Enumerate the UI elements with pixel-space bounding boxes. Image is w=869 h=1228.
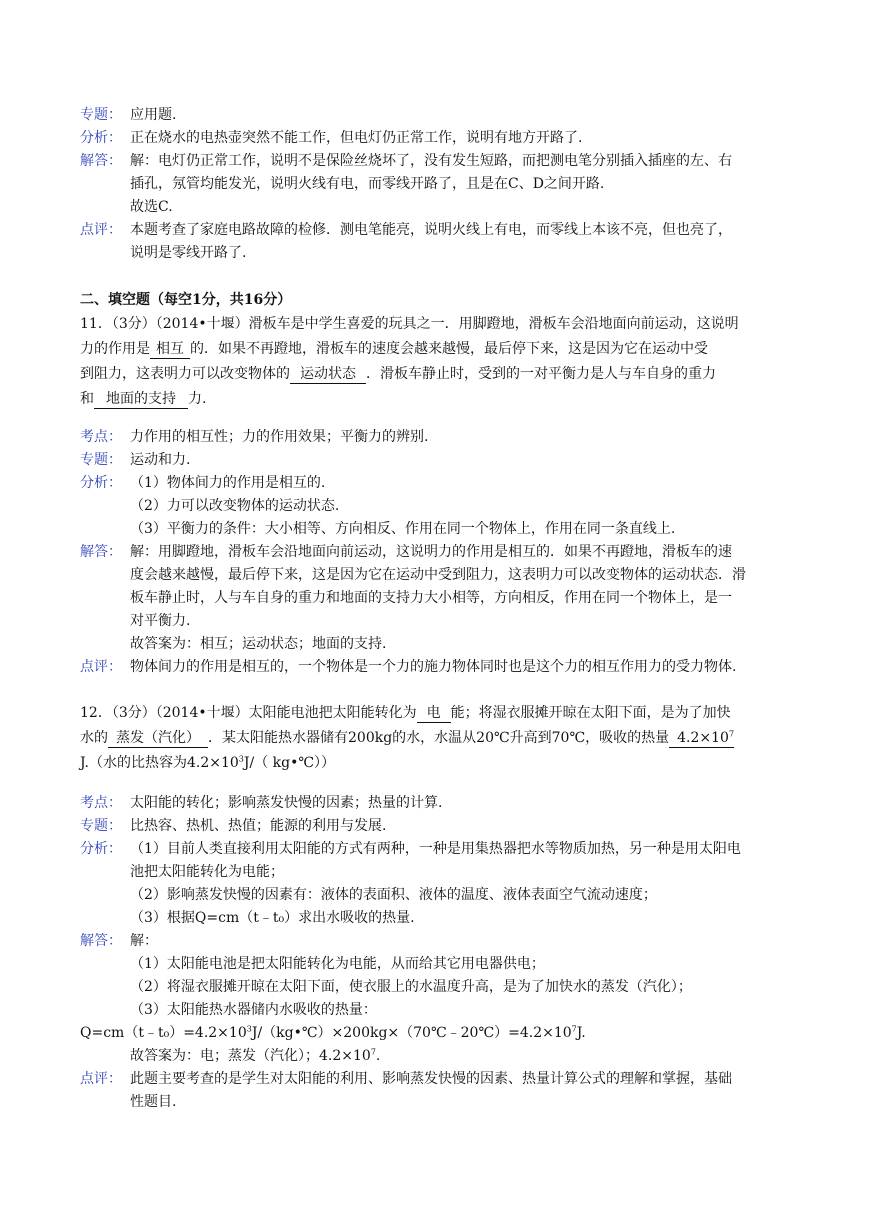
q11-answer-line: 对平衡力. xyxy=(130,613,191,629)
q11-answer-row xyxy=(80,541,795,656)
q10-answer-line: 解：电灯仍正常工作，说明不是保险丝烧坏了，没有发生短路，而把测电笔分别插入插座的左、右 xyxy=(130,153,732,169)
q12-answer-line: （1）太阳能电池是把太阳能转化为电能，从而给其它用电器供电； xyxy=(130,956,545,972)
q11-analysis-line: （3）平衡力的条件：大小相等、方向相反、作用在同一个物体上，作用在同一条直线上. xyxy=(130,521,676,537)
q11-solution xyxy=(80,426,795,679)
answer-label: 解答： xyxy=(80,544,122,560)
q12-answer-row xyxy=(80,930,795,953)
q12-topic-row xyxy=(80,815,795,838)
q12-point-row xyxy=(80,792,795,815)
q10-answer-row xyxy=(80,150,795,219)
point-label: 考点： xyxy=(80,795,122,811)
q10-topic-row xyxy=(80,104,795,127)
q12-stem xyxy=(80,701,795,776)
q10-analysis-row xyxy=(80,127,795,150)
q10-comment-row xyxy=(80,219,795,265)
q12-comment-line: 此题主要考查的是学生对太阳能的利用、影响蒸发快慢的因素、热量计算公式的理解和掌握，基础 xyxy=(130,1071,732,1087)
q12-answer-line: （2）将湿衣服摊开晾在太阳下面，使衣服上的水温度升高，是为了加快水的蒸发（汽化）； xyxy=(130,979,692,995)
q11-point-row xyxy=(80,426,795,449)
q11-line: 11．（3分）（2014•十堰）滑板车是中学生喜爱的玩具之一．用脚蹬地，滑板车会沿地面向前运动，这说明 xyxy=(80,316,739,332)
q11-blank-1: 相互 xyxy=(150,341,190,359)
q11-topic-row xyxy=(80,449,795,472)
q11-blank-3: 地面的支持 xyxy=(94,391,188,409)
analysis-label: 分析： xyxy=(80,475,122,491)
point-label: 考点： xyxy=(80,429,122,445)
q11-analysis-line: （2）力可以改变物体的运动状态. xyxy=(130,498,340,514)
q12-final-answer: 故答案为：电；蒸发（汽化）；$4.2\times 10^7$. xyxy=(130,1047,381,1064)
q10-answer-line: 故选C. xyxy=(130,199,173,215)
q11-blank-2: 运动状态 xyxy=(290,366,366,384)
q11-comment: 物体间力的作用是相互的，一个物体是一个力的施力物体同时也是这个力的相互作用力的受力物体. xyxy=(130,659,737,675)
q12-analysis-line: 池把太阳能转化为电能； xyxy=(130,864,284,880)
q11-answer-line: 解：用脚蹬地，滑板车会沿地面向前运动，这说明力的作用是相互的．如果不再蹬地，滑板车的速 xyxy=(130,544,732,560)
q12-line: J.（水的比热容为$4.2\times 10^3J/$（ kg•℃）） xyxy=(80,754,336,771)
q12-final-row xyxy=(80,1045,795,1068)
q12-solution xyxy=(80,792,795,1114)
q11-line: 力的作用是 相互 的．如果不再蹬地，滑板车的速度会越来越慢，最后停下来，这是因为它在运动中受 xyxy=(80,341,708,357)
topic-label: 专题： xyxy=(80,107,122,123)
q12-answer-head: 解： xyxy=(130,933,158,949)
answer-label: 解答： xyxy=(80,933,122,949)
q11-stem xyxy=(80,312,795,412)
q12-line: 水的 蒸发（汽化） ．某太阳能热水器储有200kg的水，水温从20℃升高到70℃，吸收的热量 $4.2\times 10^7$ xyxy=(80,729,735,746)
q12-comment-line: 性题目. xyxy=(130,1094,177,1110)
q12-point: 太阳能的转化；影响蒸发快慢的因素；热量的计算. xyxy=(130,795,443,811)
q11-answer-line: 度会越来越慢，最后停下来，这是因为它在运动中受到阻力，这表明力可以改变物体的运动状态．滑 xyxy=(130,567,746,583)
q12-answer-line: （3）太阳能热水器储内水吸收的热量： xyxy=(130,1002,377,1018)
topic-label: 专题： xyxy=(80,818,122,834)
q10-solution xyxy=(80,104,795,265)
q11-analysis-row xyxy=(80,472,795,541)
q10-analysis: 正在烧水的电热壶突然不能工作，但电灯仍正常工作，说明有地方开路了. xyxy=(130,130,583,146)
q11-line: 和 地面的支持 力. xyxy=(80,391,207,407)
q11-comment-row xyxy=(80,656,795,679)
topic-label: 专题： xyxy=(80,452,122,468)
q12-blank-1: 电 xyxy=(417,705,451,723)
q12-blank-2: 蒸发（汽化） xyxy=(108,730,208,748)
q12-topic: 比热容、热机、热值；能源的利用与发展. xyxy=(130,818,387,834)
q11-point: 力作用的相互性；力的作用效果；平衡力的辨别. xyxy=(130,429,429,445)
analysis-label: 分析： xyxy=(80,130,122,146)
q12-analysis-line: （3）根据Q=cm（t﹣t₀）求出水吸收的热量. xyxy=(130,910,415,926)
comment-label: 点评： xyxy=(80,659,122,675)
q11-answer-line: 故答案为：相互；运动状态；地面的支持. xyxy=(130,636,387,652)
q11-analysis-line: （1）物体间力的作用是相互的. xyxy=(130,475,326,491)
q10-topic: 应用题. xyxy=(130,107,177,123)
q12-formula: $Q=cm(t﹣t_0)=4.2\times 10^3J/(kg•℃)\times 200kg\times(70℃﹣20℃)=4.2\times 10^7J$. xyxy=(80,1024,586,1041)
q12-comment-row xyxy=(80,1068,795,1114)
comment-label: 点评： xyxy=(80,222,122,238)
q12-analysis-row xyxy=(80,838,795,930)
answer-label: 解答： xyxy=(80,153,122,169)
q11-answer-line: 板车静止时，人与车自身的重力和地面的支持力大小相等，方向相反，作用在同一个物体上，是一 xyxy=(130,590,732,606)
analysis-label: 分析： xyxy=(80,841,122,857)
q12-line: 12．（3分）（2014•十堰）太阳能电池把太阳能转化为 电 能；将湿衣服摊开晾在太阳下面，是为了加快 xyxy=(80,705,731,721)
q11-topic: 运动和力. xyxy=(130,452,191,468)
section-heading: 二、填空题（每空1分，共16分） xyxy=(80,292,292,308)
q10-answer-line: 插孔，氖管均能发光，说明火线有电，而零线开路了，且是在C、D之间开路. xyxy=(130,176,605,192)
q10-comment-line: 说明是零线开路了. xyxy=(130,245,247,261)
q12-answer-continued xyxy=(80,953,795,1022)
q10-comment-line: 本题考查了家庭电路故障的检修．测电笔能亮，说明火线上有电，而零线上本该不亮，但也亮了， xyxy=(130,222,732,238)
q12-analysis-line: （1）目前人类直接利用太阳能的方式有两种，一种是用集热器把水等物质加热，另一种是用太阳电 xyxy=(130,841,741,857)
q12-analysis-line: （2）影响蒸发快慢的因素有：液体的表面积、液体的温度、液体表面空气流动速度； xyxy=(130,887,657,903)
comment-label: 点评： xyxy=(80,1071,122,1087)
q11-line: 到阻力，这表明力可以改变物体的 运动状态 ．滑板车静止时，受到的一对平衡力是人与车自身的重力 xyxy=(80,366,716,382)
q12-blank-3: $4.2\times 10^7$ xyxy=(669,730,734,748)
